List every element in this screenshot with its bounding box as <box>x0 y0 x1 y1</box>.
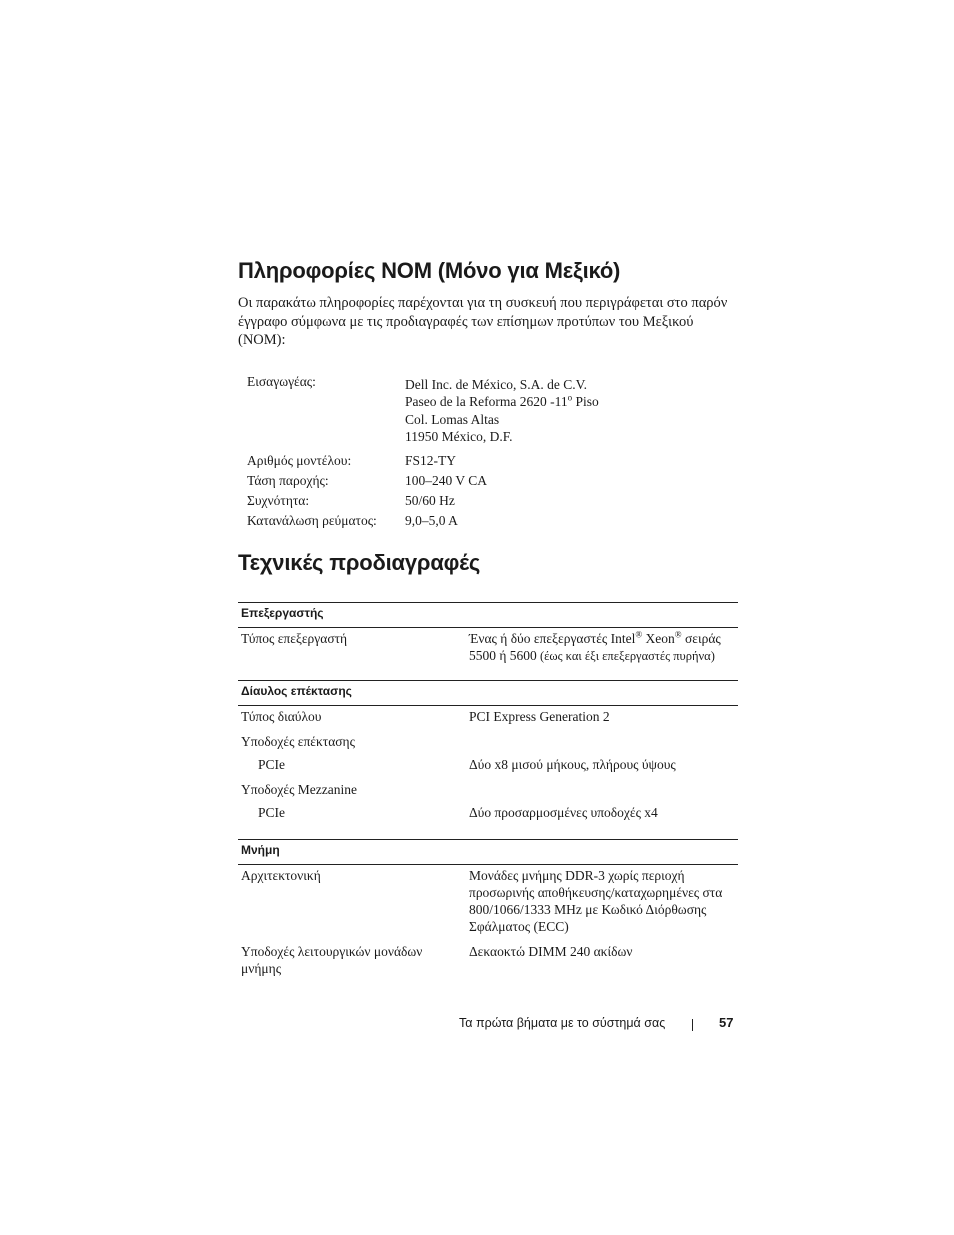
footer-separator <box>692 1019 693 1031</box>
memory-architecture-label: Αρχιτεκτονική <box>241 868 321 883</box>
bus-type-label: Τύπος διαύλου <box>241 709 322 724</box>
mezzanine-slots-label: Υποδοχές Mezzanine <box>241 782 358 797</box>
expansion-bus-section-header: Δίαυλος επέκτασης <box>241 684 352 698</box>
model-number-value: FS12-TY <box>405 453 457 468</box>
current-consumption-value: 9,0–5,0 A <box>405 513 458 528</box>
table-rule <box>238 627 738 628</box>
supply-voltage-label: Τάση παροχής: <box>247 473 329 488</box>
memory-section-header: Μνήμη <box>241 843 280 857</box>
tech-specs-title: Τεχνικές προδιαγραφές <box>238 550 481 575</box>
importer-address-line-1: Dell Inc. de México, S.A. de C.V. <box>405 377 587 392</box>
nom-section-title: Πληροφορίες NOM (Μόνο για Μεξικό) <box>238 258 621 283</box>
importer-address-line-3: Col. Lomas Altas <box>405 411 500 427</box>
memory-architecture-value: Μονάδες μνήμης DDR-3 χωρίς περιοχή προσωρινής αποθήκευσης/καταχωρημένες στα 800/1066/1333 MHz με Κωδικό Διόρθωσης Σφάλματος (ECC) <box>469 868 723 934</box>
bus-type-value: PCI Express Generation 2 <box>469 709 610 724</box>
memory-slots-label: Υποδοχές λειτουργικών μονάδων μνήμης <box>241 944 423 976</box>
table-rule <box>238 705 738 706</box>
nom-intro-paragraph: Οι παρακάτω πληροφορίες παρέχονται για τη συσκευή που περιγράφεται στο παρόν έγγραφο σύμφωνα με τις προδιαγραφές των επίσημων προτύπων του Μεξικού (NOM): <box>238 295 728 348</box>
processor-section-header: Επεξεργαστής <box>241 606 324 620</box>
importer-address-line-2: Paseo de la Reforma 2620 -11$^o$ Piso <box>405 392 599 410</box>
supply-voltage-value: 100–240 V CA <box>405 473 488 488</box>
page-number: 57 <box>719 1015 734 1030</box>
frequency-label: Συχνότητα: <box>247 493 310 508</box>
importer-address <box>405 376 599 445</box>
table-rule <box>238 864 738 865</box>
processor-type-value: Ένας ή δύο επεξεργαστές Intel® Xeon® σειράς 5500 ή 5600 (έως και έξι επεξεργαστές πυρήνα) <box>469 629 721 663</box>
mezzanine-pcie-value: Δύο προσαρμοσμένες υποδοχές x4 <box>469 805 658 820</box>
frequency-value: 50/60 Hz <box>405 493 455 508</box>
processor-type-label: Τύπος επεξεργαστή <box>241 631 348 646</box>
importer-label: Εισαγωγέας: <box>247 374 316 389</box>
table-rule <box>238 839 738 840</box>
table-rule <box>238 680 738 681</box>
current-consumption-label: Κατανάλωση ρεύματος: <box>247 513 377 528</box>
pcie-value: Δύο x8 μισού μήκους, πλήρους ύψους <box>469 757 676 772</box>
table-rule <box>238 602 738 603</box>
model-number-label: Αριθμός μοντέλου: <box>247 453 352 468</box>
mezzanine-pcie-label: PCIe <box>258 805 285 820</box>
importer-address-line-4: 11950 México, D.F. <box>405 428 513 444</box>
pcie-label: PCIe <box>258 757 285 772</box>
expansion-slots-label: Υποδοχές επέκτασης <box>241 734 355 749</box>
footer-chapter-title: Τα πρώτα βήματα με το σύστημά σας <box>459 1016 666 1030</box>
memory-slots-value: Δεκαοκτώ DIMM 240 ακίδων <box>469 944 633 959</box>
